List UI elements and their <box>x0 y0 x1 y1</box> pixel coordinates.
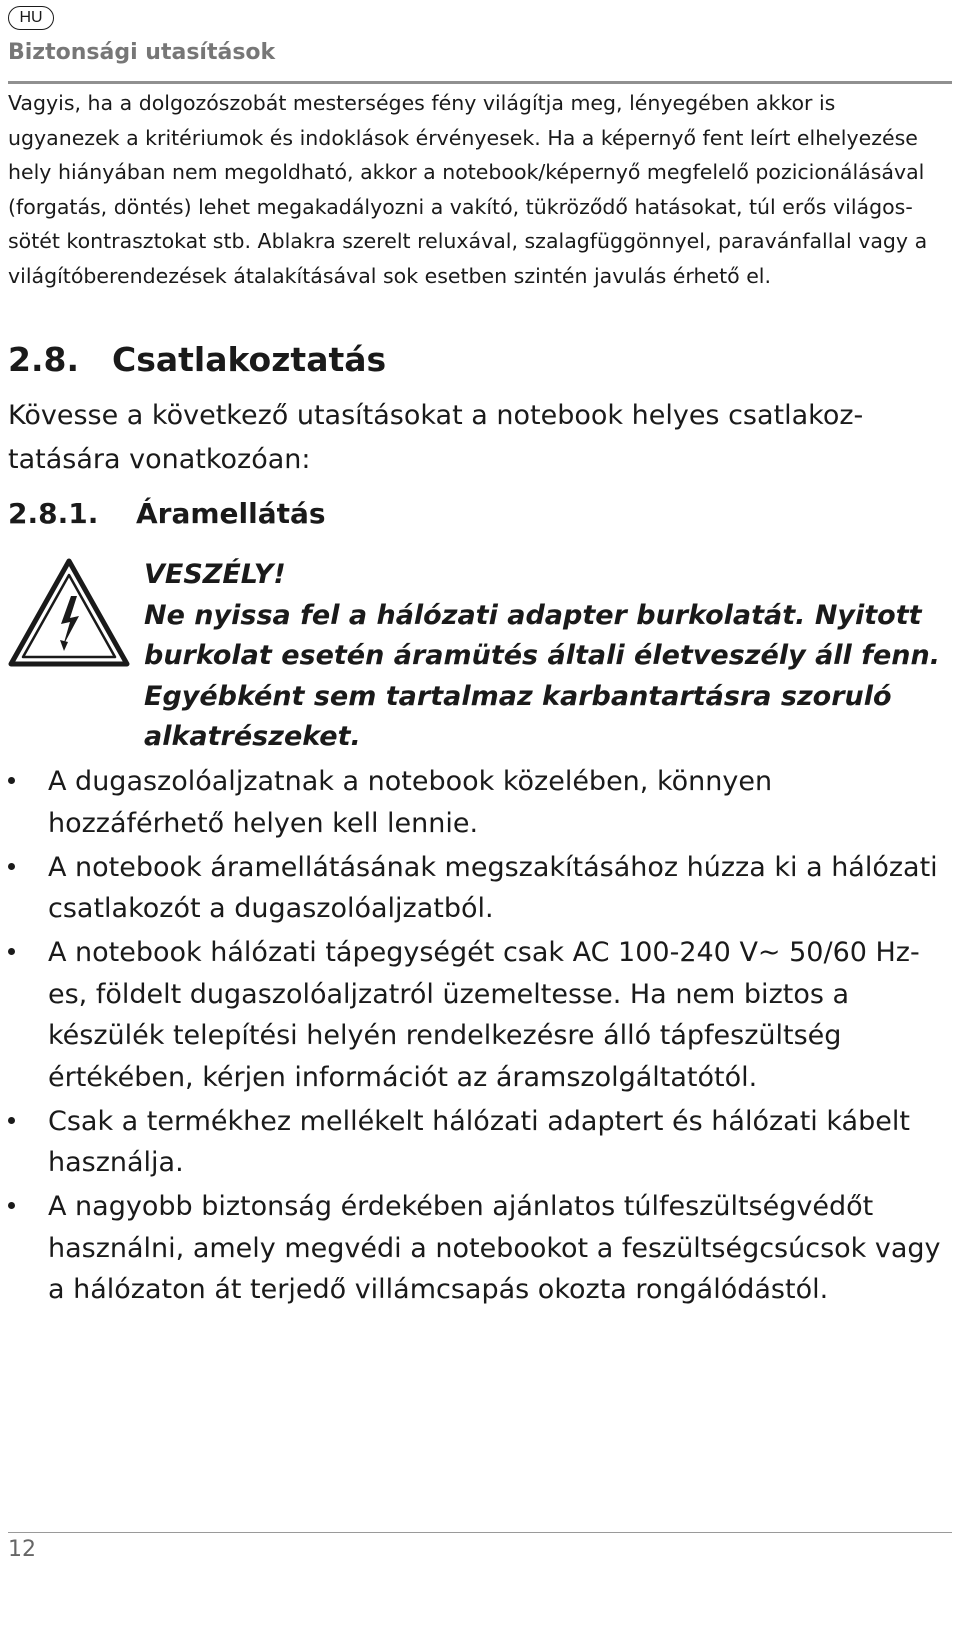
header-divider <box>8 81 952 84</box>
safety-bullet-list <box>8 761 952 1313</box>
list-item-text: A nagyobb biztonság érdekében ajánlatos túlfeszültségvédőt használni, amely megvédi a notebookot a feszültségcsúcsok vagy a hálózaton át terjedő villámcsapás okozta rongálódástól. <box>48 1191 941 1305</box>
section-number: 2.8. <box>8 340 79 379</box>
bullet-icon <box>8 948 15 955</box>
bullet-icon <box>8 863 15 870</box>
list-item <box>8 1186 952 1311</box>
list-item-text: Csak a termékhez mellékelt hálózati adaptert és hálózati kábelt használja. <box>48 1105 910 1178</box>
list-item <box>8 847 952 930</box>
intro-paragraph: Vagyis, ha a dolgozószobát mesterséges fény világítja meg, lényegében akkor is ugyanezek a kritériumok és indoklások érvényesek. Ha a képernyő fent leírt elhelyezése hely hiányában nem megoldható, akkor a notebook/képernyő megfelelő pozicionálásával (forgatás, döntés) lehet megakadályozni a vakító, tükröződő hatásokat, túl erős világos-sötét kontrasztokat stb. Ablakra szerelt reluxával, szalagfüggönnyel, paravánfallal vagy a világítóberendezések átalakításával sok esetben szintén javulás érhető el. <box>8 91 928 288</box>
bullet-icon <box>8 777 15 784</box>
section-lead-paragraph: Kövesse a következő utasításokat a notebook helyes csatlakoz-tatására vonatkozóan: <box>8 400 864 475</box>
subsection-title: Áramellátás <box>136 497 326 530</box>
warning-text: Ne nyissa fel a hálózati adapter burkolatát. Nyitott burkolat esetén áramütés általi életveszély áll fenn. Egyébként sem tartalmaz karbantartásra szoruló alkatrészeket. <box>144 599 940 752</box>
footer-divider <box>8 1532 952 1533</box>
electric-shock-warning-icon <box>8 558 130 668</box>
bullet-icon <box>8 1202 15 1209</box>
language-badge: HU <box>8 6 54 30</box>
list-item <box>8 761 952 844</box>
list-item-text: A notebook hálózati tápegységét csak AC 100-240 V~ 50/60 Hz-es, földelt dugaszolóaljzatról üzemeltesse. Ha nem biztos a készülék telepítési helyén rendelkezésre álló tápfeszültség értékében, kérjen információt az áramszolgáltatótól. <box>48 937 920 1093</box>
page-number: 12 <box>8 1537 36 1562</box>
list-item <box>8 932 952 1098</box>
danger-warning-block <box>144 555 944 758</box>
section-heading-2-8 <box>8 340 386 379</box>
list-item-text: A dugaszolóaljzatnak a notebook közelében, könnyen hozzáférhető helyen kell lennie. <box>48 766 773 839</box>
warning-heading: VESZÉLY! <box>144 559 286 590</box>
subsection-number: 2.8.1. <box>8 497 99 530</box>
list-item-text: A notebook áramellátásának megszakításához húzza ki a hálózati csatlakozót a dugaszolóaljzatból. <box>48 851 938 924</box>
section-header: Biztonsági utasítások <box>8 40 276 65</box>
section-title: Csatlakoztatás <box>112 340 387 379</box>
subsection-heading-2-8-1 <box>8 497 326 530</box>
bullet-icon <box>8 1117 15 1124</box>
list-item <box>8 1101 952 1184</box>
